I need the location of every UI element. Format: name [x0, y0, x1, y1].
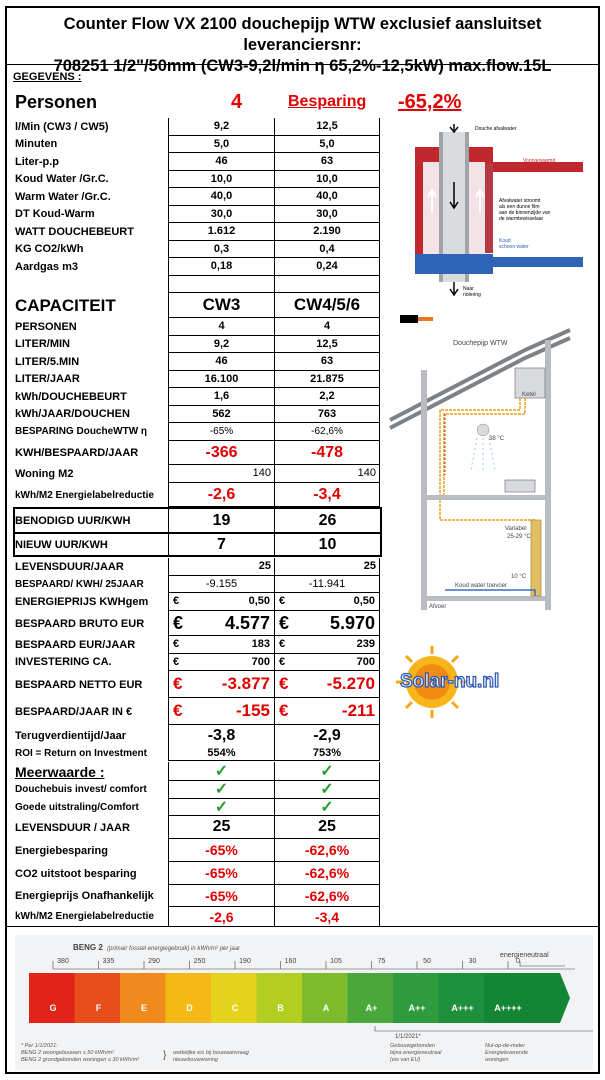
meerwaarde-row: Douchebuis invest/ comfort ✓ ✓	[13, 781, 380, 799]
arrow-afvalwater-icon	[450, 124, 458, 132]
beng-bar-A++++	[484, 973, 570, 1023]
beng-title: BENG 2	[73, 943, 103, 952]
cold-in-block	[415, 254, 493, 274]
label-riolering-2: riolering	[463, 292, 481, 298]
beng-tick-label: 250	[193, 958, 206, 965]
variabel-label: Variabel	[505, 526, 527, 532]
capaciteit-row: LITER/MIN 9,2 12,5	[13, 336, 380, 354]
gegevens-row: Minuten 5,0 5,0	[13, 136, 380, 154]
solar-logo-text: Solar-nu.nl	[400, 671, 500, 692]
label-koud-2: schoon water	[499, 244, 529, 250]
page-title	[8, 14, 597, 77]
capaciteit-row: PERSONEN 4 4	[13, 318, 380, 336]
shower-head-icon	[477, 424, 489, 436]
shower-tray	[505, 480, 535, 492]
gegevens-row: Koud Water /Gr.C. 10,0 10,0	[13, 171, 380, 189]
nieuw-row: NIEUW UUR/KWH 7 10	[13, 534, 380, 556]
arrow-riolering-icon	[450, 282, 458, 295]
koud-pipe	[493, 257, 583, 267]
beng-tick-label: 105	[330, 958, 342, 965]
beng-foot3a: Gebouwgebonden	[390, 1043, 435, 1049]
gegevens-row: KG CO2/kWh 0,3 0,4	[13, 241, 380, 259]
label-riolering-1: Naar	[463, 286, 474, 292]
per-jaar-row: BESPAARD/JAAR IN € € -155 € -211	[13, 698, 380, 725]
meerwaarde-header: Meerwaarde : ✓ ✓	[13, 762, 380, 781]
label-voorverwarmd-2: schoon water	[523, 164, 553, 170]
ketel-label: Ketel	[522, 392, 536, 398]
beng-foot3b: bijna energieneutraal	[390, 1050, 442, 1056]
slot-row: Energieprijs Onafhankelijk -65% -62,6%	[13, 885, 380, 907]
gegevens-row: Warm Water /Gr.C. 40,0 40,0	[13, 188, 380, 206]
cold-supply-pipe	[445, 590, 535, 596]
slot-row: CO2 uitstoot besparing -65% -62,6%	[13, 862, 380, 885]
koud-toevoer-label: Koud water toevoer	[455, 583, 508, 589]
kwh-m2-row: kWh/M2 Energielabelreductie -2,6 -3,4	[13, 483, 380, 507]
beng-foot4b: Energieleverende	[485, 1050, 529, 1056]
floor-1	[427, 495, 545, 500]
capaciteit-row: LITER/5.MIN 46 63	[13, 353, 380, 371]
gegevens-spacer-row	[13, 276, 380, 294]
temp-38-label: 38 °C	[489, 436, 505, 442]
personen-value: 4	[231, 91, 243, 113]
beng-bar-label: C	[231, 1003, 239, 1013]
beng-chart	[15, 935, 593, 1070]
title-line-1: Counter Flow VX 2100 douchepijp WTW exclusief aansluitset leveranciersnr:	[63, 15, 542, 54]
temp-10-label: 10 °C	[511, 574, 527, 580]
beng-foot1a: * Per 1/1/2021:	[21, 1043, 58, 1049]
label-koud-1: Koud	[499, 238, 511, 244]
pipe-variabel	[440, 500, 535, 520]
label-afvalwater: Douche afvalwater	[475, 126, 517, 132]
beng-tick-label: 30	[468, 958, 477, 965]
outer-wall-right	[485, 163, 493, 253]
capaciteit-row: LITER/JAAR 16.100 21.875	[13, 371, 380, 389]
gegevens-row: WATT DOUCHEBEURT 1.612 2.190	[13, 223, 380, 241]
beng-foot2a: wettelijke eis bij bouwaanvraag	[173, 1050, 249, 1056]
wall-left	[421, 370, 427, 610]
capaciteit-row: kWh/DOUCHEBEURT 1,6 2,2	[13, 388, 380, 406]
beng-divider	[7, 926, 598, 927]
gegevens-row: l/Min (CW3 / CW5) 9,2 12,5	[13, 118, 380, 136]
eur-jaar-row: BESPAARD EUR/JAAR € 183 € 239	[13, 636, 380, 654]
slot-row: Energiebesparing -65% -62,6%	[13, 839, 380, 862]
benodigd-row: BENODIGD UUR/KWH 19 26	[13, 509, 380, 532]
beng-bar-label: A+++	[451, 1003, 474, 1013]
beng-tick-label: 380	[57, 958, 69, 965]
heat-exchanger-diagram	[395, 122, 595, 302]
beng-foot1c: BENG 2 grondgebonden woningen ≤ 30 kWh/m²	[21, 1057, 139, 1063]
house-installation-diagram	[385, 310, 590, 615]
afvoer-label: Afvoer	[429, 604, 447, 610]
beng-subtitle: (primair fossiel energiegebruik) in kWh/m² per jaar	[107, 946, 241, 952]
label-film-3: aan de binnenzijde van	[499, 210, 551, 216]
gegevens-heading: GEGEVENS :	[13, 71, 82, 83]
bespaard25-row: BESPAARD/ KWH/ 25JAAR -9.155 -11.941	[13, 576, 380, 594]
netto-row: BESPAARD NETTO EUR € -3.877 € -5.270	[13, 671, 380, 698]
terugverdien-row: Terugverdientijd/Jaar -3,8 -2,9	[13, 725, 380, 746]
meerwaarde-row: Goede uitstraling/Comfort ✓ ✓	[13, 799, 380, 817]
gegevens-row: Liter-p.p 46 63	[13, 153, 380, 171]
beng-date: 1/1/2021*	[395, 1034, 421, 1040]
beng-tick-label: 190	[239, 958, 251, 965]
bruto-row: BESPAARD BRUTO EUR € 4.577 € 5.970	[13, 611, 380, 636]
beng-tick-label: 50	[423, 958, 431, 965]
beng-bar-label: A+	[365, 1003, 378, 1013]
investering-row: INVESTERING CA. € 700 € 700	[13, 654, 380, 672]
shower-water	[471, 438, 495, 470]
beng-foot4a: Nul-op-de-meter	[485, 1043, 526, 1049]
besparing-value: -65,2%	[398, 91, 462, 113]
solar-logo	[392, 640, 542, 730]
roi-row: ROI = Return on Investment 554% 753%	[13, 746, 380, 761]
beng-bar-label: A++	[408, 1003, 426, 1013]
beng-bar-label: A	[322, 1003, 330, 1013]
woning-row: Woning M2 140 140	[13, 465, 380, 483]
douchepijp-wtw	[531, 520, 541, 596]
beng-energieneutraal: energieneutraal	[500, 952, 549, 959]
foot-brace: }	[163, 1050, 167, 1061]
beng-foot2b: nieuwbouwwoning	[173, 1057, 218, 1063]
label-film-2: als een dunne film	[499, 204, 540, 210]
kwh-bespaard-row: KWH/BESPAARD/JAAR -366 -478	[13, 441, 380, 465]
label-film-4: de warmtewisselaar	[499, 216, 544, 222]
beng-bars	[29, 973, 570, 1023]
beng-bar-label: F	[95, 1003, 102, 1013]
beng-tick-label: 0	[516, 958, 520, 965]
beng-foot1b: BENG 2 woongebouwen ≤ 50 kWh/m²	[21, 1050, 114, 1056]
temp-2529-label: 25-29 °C	[507, 534, 531, 540]
capaciteit-row: kWh/JAAR/DOUCHEN 562 763	[13, 406, 380, 424]
label-film-1: Afvalwater stroomt	[499, 198, 541, 204]
legend-pipe	[400, 315, 418, 323]
diagram2-title: Douchepijp WTW	[453, 340, 508, 347]
slot-row: kWh/M2 Energielabelreductie -2,6 -3,4	[13, 907, 380, 926]
levensduur-row: LEVENSDUUR/JAAR 25 25	[13, 558, 380, 576]
beng-foot3c: (eis van EU)	[390, 1057, 421, 1063]
beng-tick-label: 160	[284, 958, 297, 965]
beng-bar-label: G	[49, 1003, 57, 1013]
energieprijs-row: ENERGIEPRIJS KWHgem € 0,50 € 0,50	[13, 593, 380, 611]
gegevens-row: Aardgas m3 0,18 0,24	[13, 258, 380, 276]
levensduur2-row: LEVENSDUUR / JAAR 25 25	[13, 816, 380, 839]
beng-bar-label: B	[277, 1003, 284, 1013]
label-voorverwarmd-1: Voorverwarmd	[523, 158, 556, 164]
floor-ground	[427, 596, 545, 601]
title-line-2: 708251 1/2"/50mm (CW3-9,2l/min η 65,2%-12,5kW) max.flow.15L	[53, 57, 552, 75]
besparing-label: Besparing	[288, 93, 367, 110]
beng-bar-label: E	[140, 1003, 148, 1013]
personen-row	[13, 90, 603, 116]
title-divider	[7, 64, 598, 65]
beng-bar-label: D	[186, 1003, 193, 1013]
beng-tick-label: 335	[102, 958, 115, 965]
personen-label: Personen	[15, 92, 98, 112]
capaciteit-header: CAPACITEIT CW3 CW4/5/6	[13, 293, 380, 318]
capaciteit-row: BESPARING DoucheWTW η -65% -62,6%	[13, 423, 380, 441]
beng-tick-label: 290	[148, 958, 160, 965]
beng-bar-label: A++++	[494, 1003, 522, 1013]
beng-tick-label: 75	[377, 958, 386, 965]
gegevens-row: DT Koud-Warm 30,0 30,0	[13, 206, 380, 224]
legend-pipe-orange	[418, 317, 433, 321]
beng-foot4c: woningen	[485, 1057, 509, 1063]
wall-right	[545, 340, 551, 610]
